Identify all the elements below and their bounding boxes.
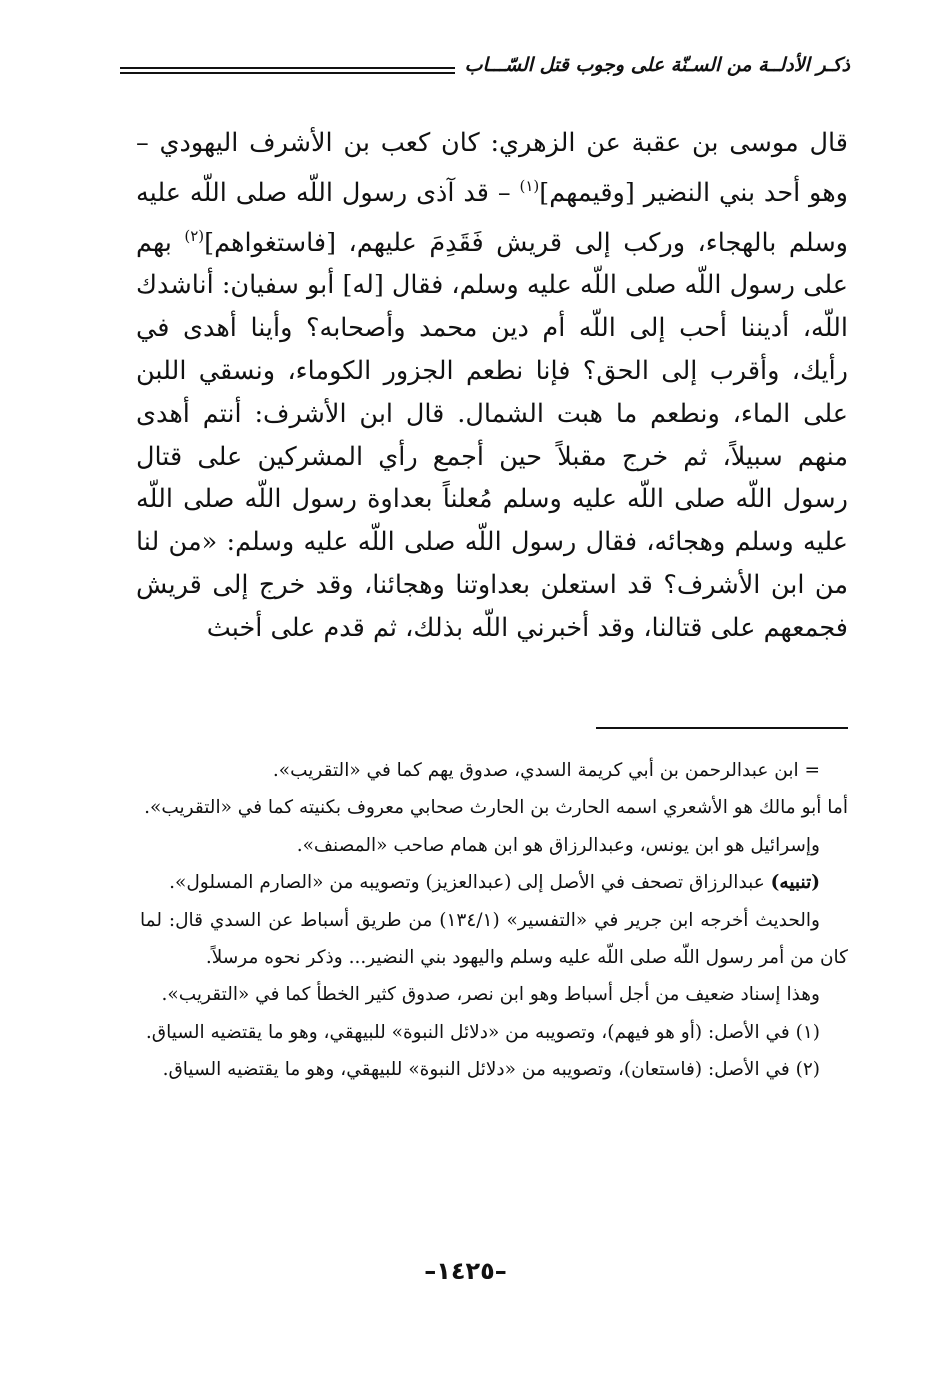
footnotes bbox=[140, 752, 848, 1089]
running-header bbox=[120, 48, 850, 88]
footnote-1: (١) في الأصل: (أو هو فيهم)، وتصويبه من «دلائل النبوة» للبيهقي، وهو ما يقتضيه السياق. bbox=[145, 1021, 820, 1043]
header-title: ذكـر الأدلــة من السـنّة على وجوب قتل السّـــاب bbox=[455, 54, 850, 76]
main-text-part-3: بهم على رسول اللّه صلى اللّه عليه وسلم، فقال [له] أبو سفيان: أناشدك اللّه، أديننا أحب إلى اللّه أم دين محمد وأصحابه؟ وأينا أهدى في رأيك، وأقرب إلى الحق؟ فإنا نطعم الجزور الكوماء، ونسقي اللبن على الماء، ونطعم ما هبت الشمال. قال ابن الأشرف: أنتم أهدى منهم سبيلاً، ثم خرج مقبلاً حين أجمع رأي المشركين على قتال رسول اللّه صلى اللّه عليه وسلم مُعلناً بعداوة رسول اللّه صلى اللّه عليه وسلم وهجائه، فقال رسول اللّه صلى اللّه عليه وسلم: «من لنا من ابن الأشرف؟ قد استعلن بعداوتنا وهجائنا، وقد خرج إلى قريش فجمعهم على قتالنا، وقد أخبرني اللّه بذلك، ثم قدم على أخبث bbox=[136, 227, 848, 643]
footnote-2: (٢) في الأصل: (فاستعان)، وتصويبه من «دلائل النبوة» للبيهقي، وهو ما يقتضيه السياق. bbox=[162, 1059, 820, 1081]
main-text-part-2: – قد آذى رسول اللّه صلى اللّه عليه وسلم بالهجاء، وركب إلى قريش فَقَدِمَ عليهم، [فاستغواهم] bbox=[136, 177, 849, 258]
footnote-line: = ابن عبدالرحمن بن أبي كريمة السدي، صدوق يهم كما في «التقريب». bbox=[272, 760, 820, 781]
footnote-ref-2[interactable]: (٢) bbox=[184, 226, 205, 245]
footnote-line: أما أبو مالك هو الأشعري اسمه الحارث بن الحارث صحابي معروف بكنيته كما في «التقريب». bbox=[144, 797, 848, 819]
footnote-line: والحديث أخرجه ابن جرير في «التفسير» (١٣٤/١) من طريق أسباط عن السدي قال: لما كان من أمر رسول اللّه صلى اللّه عليه وسلم واليهود بني النضير... وذكر نحوه مرسلاً. bbox=[140, 909, 848, 969]
note-text: عبدالرزاق تصحف في الأصل إلى (عبدالعزيز) وتصويبه من «الصارم المسلول». bbox=[169, 872, 771, 894]
footnote-ref-1[interactable]: (١) bbox=[519, 176, 540, 195]
footnote-line: وهذا إسناد ضعيف من أجل أسباط وهو ابن نصر، صدوق كثير الخطأ كما في «التقريب». bbox=[161, 984, 820, 1006]
main-text-part-1: قال موسى بن عقبة عن الزهري: كان كعب بن الأشرف اليهودي – وهو أحد بني النضير [وقيمهم] bbox=[136, 128, 848, 208]
footnote-line bbox=[140, 864, 848, 901]
note-label: (تنبيه) bbox=[770, 872, 820, 894]
page-number: –١٤٢٥– bbox=[424, 1257, 507, 1285]
main-paragraph bbox=[136, 122, 848, 650]
footnote-line: وإسرائيل هو ابن يونس، وعبدالرزاق هو ابن همام صاحب «المصنف». bbox=[296, 834, 820, 856]
footnote-separator bbox=[596, 727, 848, 729]
main-text bbox=[136, 122, 848, 650]
